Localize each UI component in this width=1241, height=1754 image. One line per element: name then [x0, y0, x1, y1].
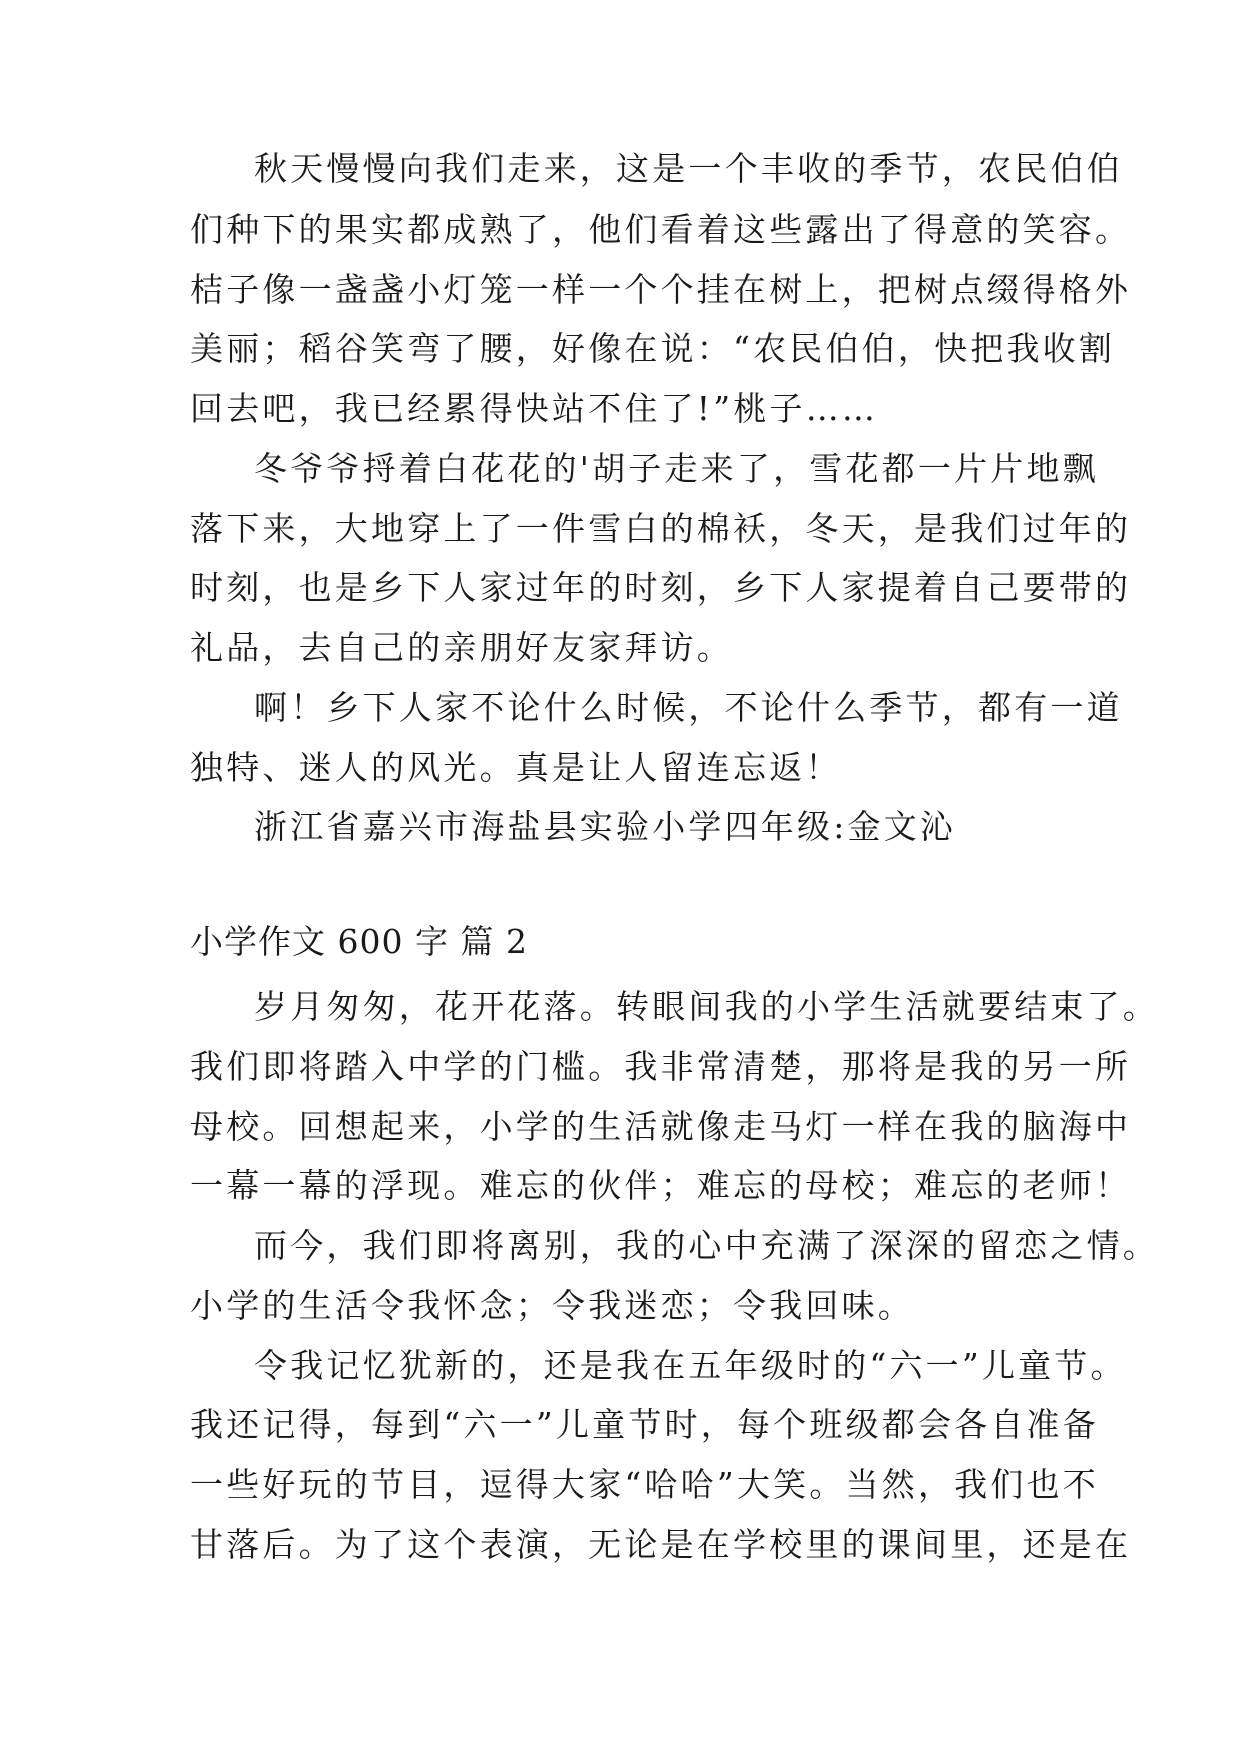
- text-line: 一些好玩的节目，逗得大家“哈哈”大笑。当然，我们也不: [190, 1465, 1099, 1504]
- text-line: 们种下的果实都成熟了，他们看着这些露出了得意的笑容。: [190, 210, 1132, 249]
- text-line: 我还记得，每到“六一”儿童节时，每个班级都会各自准备: [190, 1405, 1099, 1444]
- text-line: 而今，我们即将离别，我的心中充满了深深的留恋之情。: [254, 1226, 1159, 1265]
- text-line: 甘落后。为了这个表演，无论是在学校里的课间里，还是在: [190, 1525, 1132, 1564]
- text-line: 独特、迷人的风光。真是让人留连忘返！: [190, 748, 842, 787]
- section-heading: 小学作文 600 字 篇 2: [190, 922, 528, 961]
- text-line: 落下来，大地穿上了一件雪白的棉袄，冬天，是我们过年的: [190, 509, 1132, 548]
- text-line: 回去吧，我已经累得快站不住了!”桃子……: [190, 389, 879, 428]
- author-line: 浙江省嘉兴市海盐县实验小学四年级:金文沁: [254, 807, 957, 846]
- text-line: 我们即将踏入中学的门槛。我非常清楚，那将是我的另一所: [190, 1047, 1132, 1086]
- text-line: 时刻，也是乡下人家过年的时刻，乡下人家提着自己要带的: [190, 568, 1132, 607]
- text-line: 小学的生活令我怀念；令我迷恋；令我回味。: [190, 1286, 914, 1325]
- text-line: 岁月匆匆，花开花落。转眼间我的小学生活就要结束了。: [254, 987, 1159, 1026]
- text-line: 桔子像一盏盏小灯笼一样一个个挂在树上，把树点缀得格外: [190, 270, 1132, 309]
- text-line: 母校。回想起来，小学的生活就像走马灯一样在我的脑海中: [190, 1107, 1132, 1146]
- text-line: 礼品，去自己的亲朋好友家拜访。: [190, 628, 733, 667]
- text-line: 美丽；稻谷笑弯了腰，好像在说：“农民伯伯，快把我收割: [190, 329, 1116, 368]
- text-line: 一幕一幕的浮现。难忘的伙伴；难忘的母校；难忘的老师！: [190, 1166, 1132, 1205]
- text-line: 秋天慢慢向我们走来，这是一个丰收的季节，农民伯伯: [254, 149, 1123, 188]
- text-line: 令我记忆犹新的，还是我在五年级时的“六一”儿童节。: [254, 1346, 1127, 1385]
- text-line: 冬爷爷捋着白花花的'胡子走来了，雪花都一片片地飘: [254, 449, 1099, 488]
- text-line: 啊！乡下人家不论什么时候，不论什么季节，都有一道: [254, 688, 1123, 727]
